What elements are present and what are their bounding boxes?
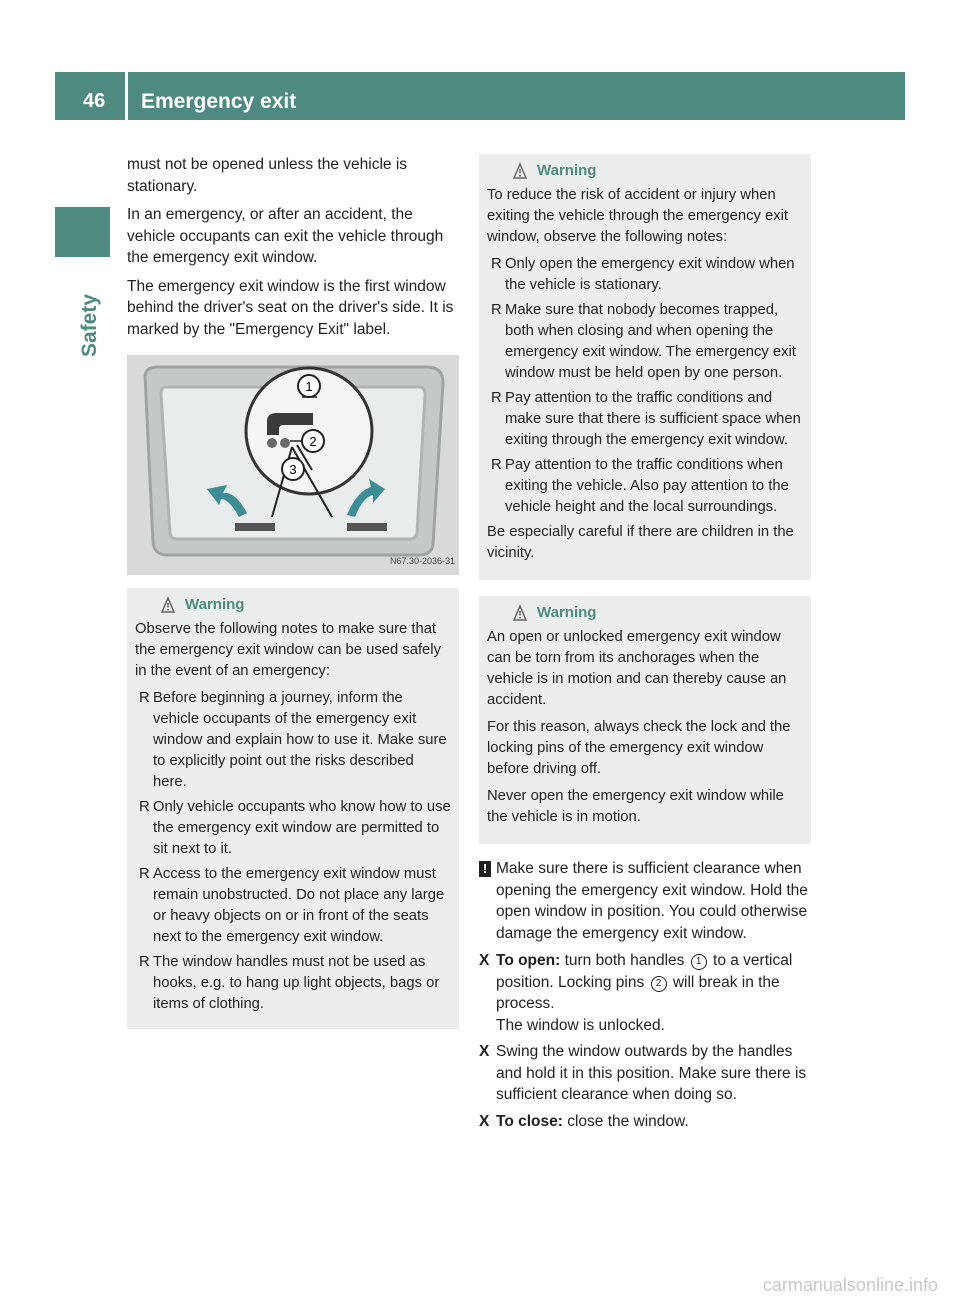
list-item: R The window handles must not be used as hooks, e.g. to hang up light objects, bags or items of clothing. — [139, 954, 440, 1012]
step-open — [479, 950, 811, 1036]
right-column — [479, 154, 811, 1137]
step-marker-icon: X — [479, 952, 490, 969]
callout-3 — [282, 458, 304, 480]
warning-paragraph: Never open the emergency exit window while the vehicle is in motion. — [487, 788, 784, 825]
svg-text:1: 1 — [305, 379, 313, 394]
step-close — [479, 1111, 811, 1133]
warning-box — [479, 154, 811, 580]
side-tab-block — [55, 207, 110, 257]
step-result: The window is unlocked. — [496, 1016, 665, 1034]
warning-triangle-icon — [155, 596, 179, 614]
step-marker-icon: X — [479, 1043, 490, 1060]
emergency-exit-window-figure — [127, 355, 459, 575]
callout-2 — [302, 430, 324, 452]
step-marker-icon: X — [479, 1112, 490, 1130]
header-divider — [125, 72, 128, 120]
svg-text:3: 3 — [289, 462, 297, 477]
note — [479, 858, 811, 944]
paragraph: The emergency exit window is the first window behind the driver's seat on the driver's side. It is marked by the "Emergency Exit" label. — [127, 277, 454, 338]
callout-1-icon: 1 — [691, 954, 707, 970]
callout-1 — [298, 375, 320, 397]
watermark: carmanualsonline.info — [762, 1275, 938, 1295]
warning-triangle-icon — [507, 162, 531, 180]
warning-intro: Observe the following notes to make sure that the emergency exit window can be used safely in the event of an emergency: — [135, 621, 441, 679]
note-text: Make sure there is sufficient clearance when opening the emergency exit window. Hold the open window in position. You could otherwise damage the emergency exit window. — [496, 860, 808, 942]
warning-title: Warning — [185, 596, 245, 613]
page-number: 46 — [83, 90, 106, 112]
warning-outro: Be especially careful if there are children in the vicinity. — [487, 524, 794, 561]
window-illustration — [127, 355, 459, 575]
warning-box — [479, 596, 811, 844]
paragraph: must not be opened unless the vehicle is stationary. — [127, 156, 408, 195]
step-text: turn both handles — [564, 952, 685, 969]
warning-list — [135, 688, 451, 1015]
step-label: To close: — [496, 1112, 563, 1130]
warning-header — [487, 160, 803, 181]
warning-title: Warning — [537, 162, 597, 179]
step-text: Swing the window outwards by the handles and hold it in this position. Make sure there is sufficient clearance when doing so. — [496, 1043, 807, 1103]
warning-paragraph: For this reason, always check the lock and the locking pins of the emergency exit window before driving off. — [487, 719, 791, 777]
callout-2-icon: 2 — [651, 976, 667, 992]
step-text: close the window. — [567, 1112, 689, 1130]
step-text: will break in the process. — [496, 973, 780, 1012]
step-text: to a vertical position. Locking pins — [496, 952, 793, 991]
list-item: R Only vehicle occupants who know how to use the emergency exit window are permitted to sit next to it. — [139, 799, 451, 857]
warning-intro: To reduce the risk of accident or injury when exiting the vehicle through the emergency exit window, observe the following notes: — [487, 187, 789, 245]
left-column — [127, 154, 459, 1029]
list-item: R Access to the emergency exit window must remain unobstructed. Do not place any large or heavy objects on or in front of the seats next to the emergency exit window. — [139, 866, 445, 945]
step-swing — [479, 1041, 811, 1106]
list-item: R Pay attention to the traffic conditions when exiting the vehicle. Also pay attention to the vehicle height and the local surroundings. — [491, 457, 789, 515]
instructions — [479, 858, 811, 1132]
warning-triangle-icon — [507, 604, 531, 622]
paragraph: In an emergency, or after an accident, the vehicle occupants can exit the vehicle through the emergency exit window. — [127, 206, 444, 266]
list-item: R Make sure that nobody becomes trapped, both when closing and when opening the emergency exit window. The emergency exit window must be held open by one person. — [491, 302, 796, 381]
list-item: R Pay attention to the traffic conditions and make sure that there is sufficient space when exiting through the emergency exit window. — [491, 390, 801, 448]
list-item: R Only open the emergency exit window when the vehicle is stationary. — [491, 256, 795, 293]
section-tab: Safety — [78, 293, 101, 357]
warning-title: Warning — [537, 604, 597, 621]
list-item: R Before beginning a journey, inform the vehicle occupants of the emergency exit window and explain how to use it. Make sure to explicitly point out the risks described here. — [139, 690, 447, 790]
warning-header — [135, 594, 451, 615]
svg-text:2: 2 — [309, 434, 317, 449]
warning-header — [487, 602, 803, 623]
warning-paragraph: An open or unlocked emergency exit window can be torn from its anchorages when the vehicle is in motion and can thereby cause an accident. — [487, 629, 787, 708]
warning-box — [127, 588, 459, 1029]
warning-list — [487, 254, 803, 518]
step-label: To open: — [496, 952, 561, 969]
page-header — [55, 72, 905, 120]
page-title: Emergency exit — [141, 90, 297, 113]
figure-code: N67.30-2036-31 — [389, 555, 455, 566]
exclamation-icon: ! — [479, 861, 491, 877]
